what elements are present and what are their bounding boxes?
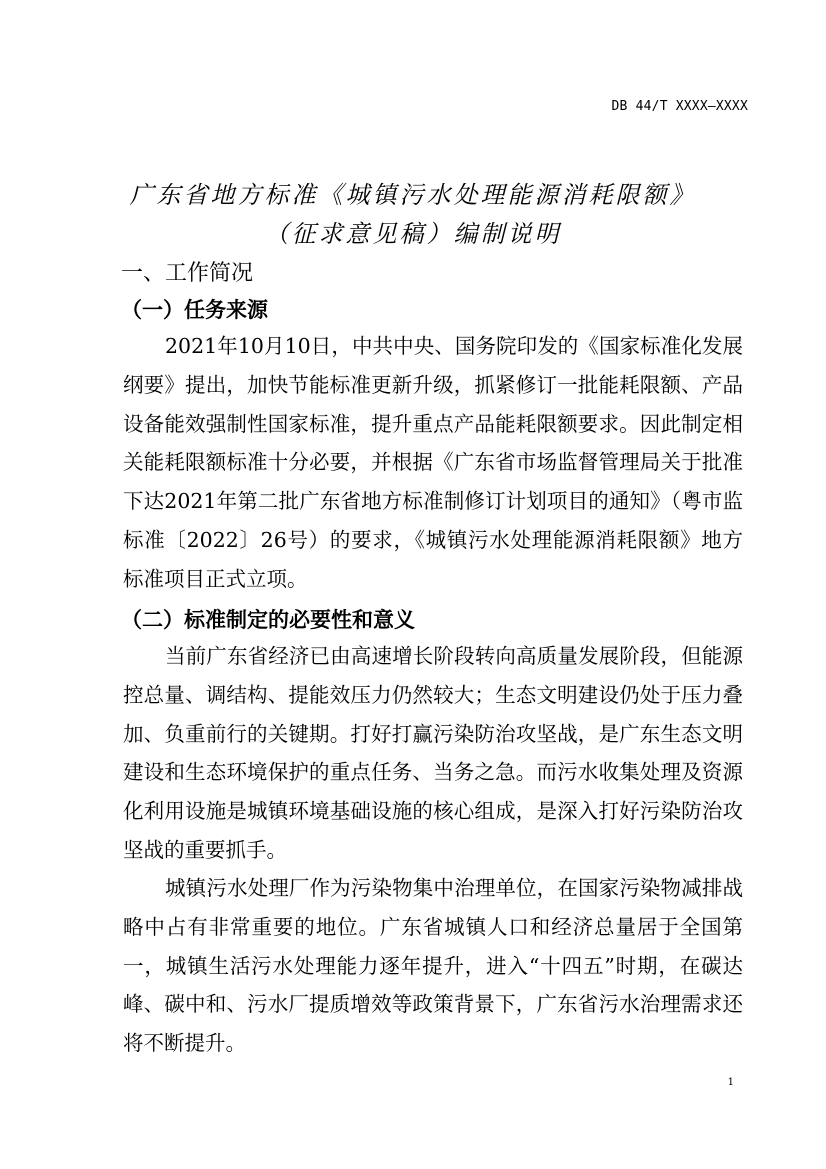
document-title-line-2: （征求意见稿）编制说明 — [264, 220, 562, 248]
document-title-line-1: 广东省地方标准《城镇污水处理能源消耗限额》 — [129, 181, 697, 209]
paragraph-necessity-2: 城镇污水处理厂作为污染物集中治理单位，在国家污染物减排战略中占有非常重要的地位。广东省城镇人口和经济总量居于全国第一，城镇生活污水处理能力逐年提升，进入“十四五”时期，在碳达峰、碳中和、污水厂提质增效等政策背景下，广东省污水治理需求还将不断提升。 — [123, 876, 743, 1056]
section-heading-work-overview: 一、工作简况 — [121, 261, 254, 286]
subsection-heading-necessity: （二）标准制定的必要性和意义 — [121, 608, 415, 632]
paragraph-necessity-1: 当前广东省经济已由高速增长阶段转向高质量发展阶段，但能源控总量、调结构、提能效压力仍然较大；生态文明建设仍处于压力叠加、负重前行的关键期。打好打赢污染防治攻坚战，是广东生态文明建设和生态环境保护的重点任务、当务之急。而污水收集处理及资源化利用设施是城镇环境基础设施的核心组成，是深入打好污染防治攻坚战的重要抓手。 — [123, 644, 743, 862]
document-code: DB 44/T XXXX—XXXX — [611, 99, 748, 114]
page-number: 1 — [727, 1077, 734, 1088]
paragraph-task-source: 2021年10月10日，中共中央、国务院印发的《国家标准化发展纲要》提出，加快节能标准更新升级，抓紧修订一批能耗限额、产品设备能效强制性国家标准，提升重点产品能耗限额要求。因此制定相关能耗限额标准十分必要，并根据《广东省市场监督管理局关于批准下达2021年第二批广东省地方标准制修订计划项目的通知》（粤市监标准〔2022〕26号）的要求，《城镇污水处理能源消耗限额》地方标准项目正式立项。 — [123, 334, 743, 591]
subsection-heading-task-source: （一）任务来源 — [121, 298, 268, 322]
